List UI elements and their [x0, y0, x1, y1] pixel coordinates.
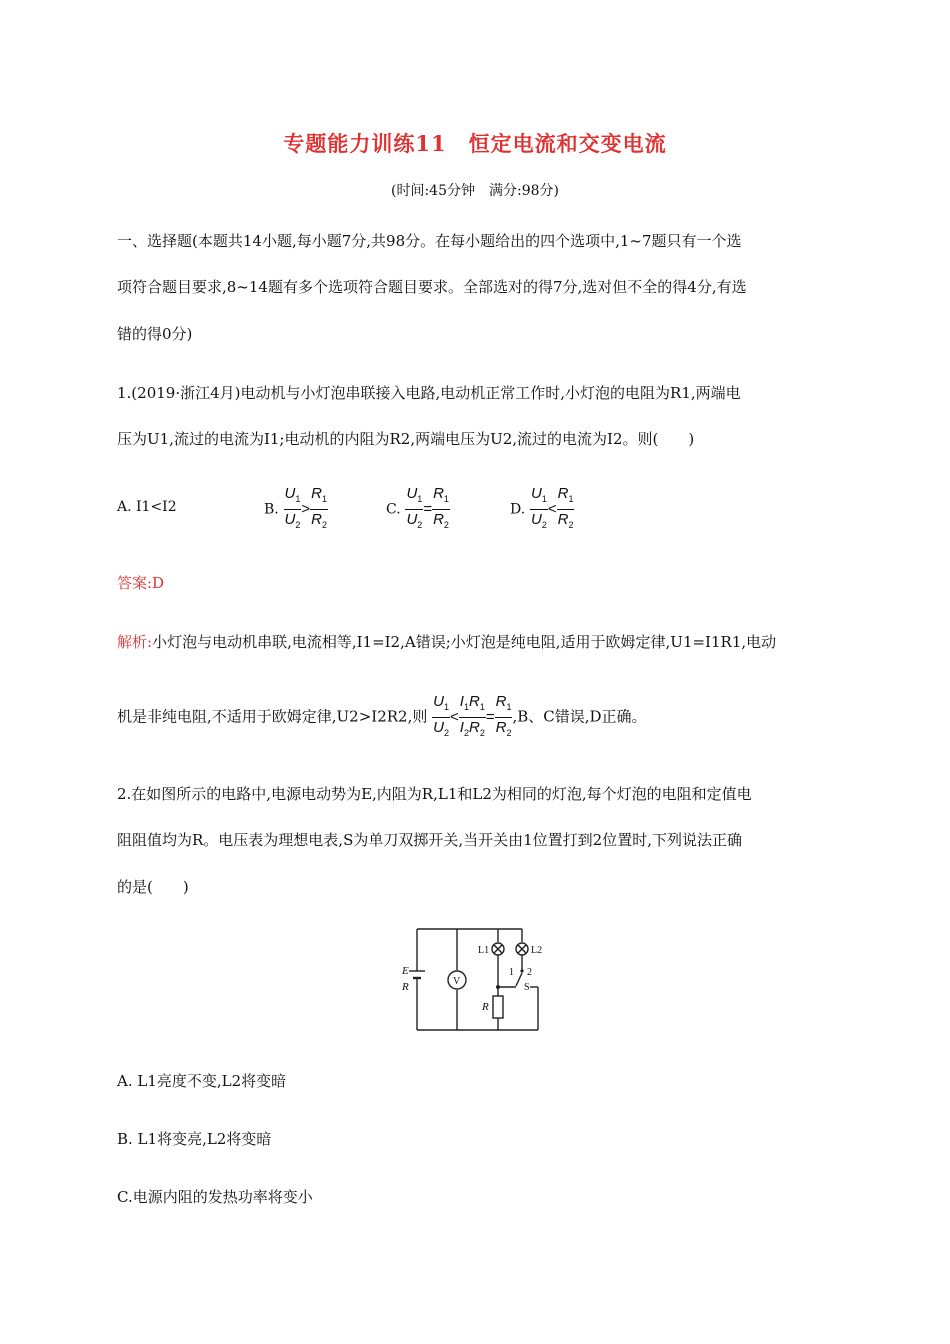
time-score: (时间:45分钟 满分:98分): [391, 183, 559, 199]
resistor-icon: [493, 996, 503, 1018]
section-instructions-line3: 错的得0分): [117, 325, 193, 343]
fraction-r1-r2: $\frac{R_1}{R_2}$: [433, 485, 449, 530]
label-pos1: 1: [509, 967, 514, 978]
q1-option-d: D. $\frac{U_1}{U_2}$ < $\frac{R_1}{R_2}$: [510, 484, 574, 535]
q1-analysis-line1: [117, 631, 776, 652]
fraction-u1-u2: $\frac{U_1}{U_2}$: [406, 485, 423, 530]
section-instructions-line2: 项符合题目要求,8~14题有多个选项符合题目要求。全部选对的得7分,选对但不全的得4分,有选: [117, 278, 747, 296]
q2-option-b: B. L1将变亮,L2将变暗: [117, 1130, 272, 1148]
fraction-i1r1-i2r2: $\frac{I_1R_1}{I_2R_2}$: [459, 693, 485, 738]
section-instructions-line1: 一、选择题(本题共14小题,每小题7分,共98分。在每小题给出的四个选项中,1~7题只有一个选: [117, 232, 742, 250]
circuit-diagram: [400, 924, 550, 1034]
label-v: V: [453, 976, 461, 987]
q1-stem-line1: 1.(2019·浙江4月)电动机与小灯泡串联接入电路,电动机正常工作时,小灯泡的电阻为R1,两端电: [117, 384, 741, 402]
fraction-u1-u2: $\frac{U_1}{U_2}$: [530, 485, 547, 530]
fraction-r1-r2: $\frac{R_1}{R_2}$: [495, 693, 512, 738]
q1-option-b: B. $\frac{U_1}{U_2}$ > $\frac{R_1}{R_2}$: [264, 484, 328, 535]
q1-option-b-label: B.: [264, 501, 279, 518]
q1-option-c: C. $\frac{U_1}{U_2}$ = $\frac{R_1}{R_2}$: [386, 484, 450, 535]
fraction-u1-u2: $\frac{U_1}{U_2}$: [433, 693, 450, 738]
analysis-text-2b: ,B、C错误,D正确。: [512, 707, 647, 726]
analysis-label: 解析:: [117, 633, 153, 651]
q1-analysis-line2: 机是非纯电阻,不适用于欧姆定律,U2>I2R2,则 $\frac{U_1}{U_2}$ < $\frac{I_1R_1}{I_2R_2}$ = $\frac{R_1}{R_2}$ ,B、C错误,D正确。: [117, 692, 647, 743]
fraction-r1-r2: $\frac{R_1}{R_2}$: [311, 485, 328, 530]
switch-blade: [516, 973, 522, 986]
q1-option-a: A. I1<I2: [117, 499, 177, 515]
q2-stem-line2: 阻阻值均为R。电压表为理想电表,S为单刀双掷开关,当开关由1位置打到2位置时,下列说法正确: [117, 831, 742, 849]
analysis-text-2a: 机是非纯电阻,不适用于欧姆定律,U2>I2R2,则: [117, 707, 428, 726]
label-l1: L1: [478, 945, 490, 956]
label-e: E: [402, 965, 409, 977]
label-r: R: [482, 1001, 489, 1013]
page-title: 专题能力训练11 恒定电流和交变电流: [283, 131, 667, 156]
label-s: S: [524, 982, 530, 993]
q1-stem-line2: 压为U1,流过的电流为I1;电动机的内阻为R2,两端电压为U2,流过的电流为I2。则( ): [117, 430, 695, 448]
q2-stem-line1: 2.在如图所示的电路中,电源电动势为E,内阻为R,L1和L2为相同的灯泡,每个灯泡的电阻和定值电: [117, 785, 752, 803]
label-r-source: R: [402, 981, 409, 993]
q2-option-c: C.电源内阻的发热功率将变小: [117, 1188, 313, 1206]
label-pos2: 2: [527, 967, 532, 978]
q1-option-d-label: D.: [510, 501, 526, 518]
fraction-u1-u2: $\frac{U_1}{U_2}$: [284, 485, 301, 530]
q1-option-c-label: C.: [386, 501, 401, 518]
q2-option-a: A. L1亮度不变,L2将变暗: [117, 1072, 287, 1090]
label-l2: L2: [531, 945, 543, 956]
analysis-text-1: 小灯泡与电动机串联,电流相等,I1=I2,A错误;小灯泡是纯电阻,适用于欧姆定律,U1=I1R1,电动: [152, 633, 777, 651]
q2-stem-line3: 的是( ): [117, 878, 189, 896]
fraction-r1-r2: $\frac{R_1}{R_2}$: [557, 485, 574, 530]
q1-answer: 答案:D: [117, 574, 165, 592]
